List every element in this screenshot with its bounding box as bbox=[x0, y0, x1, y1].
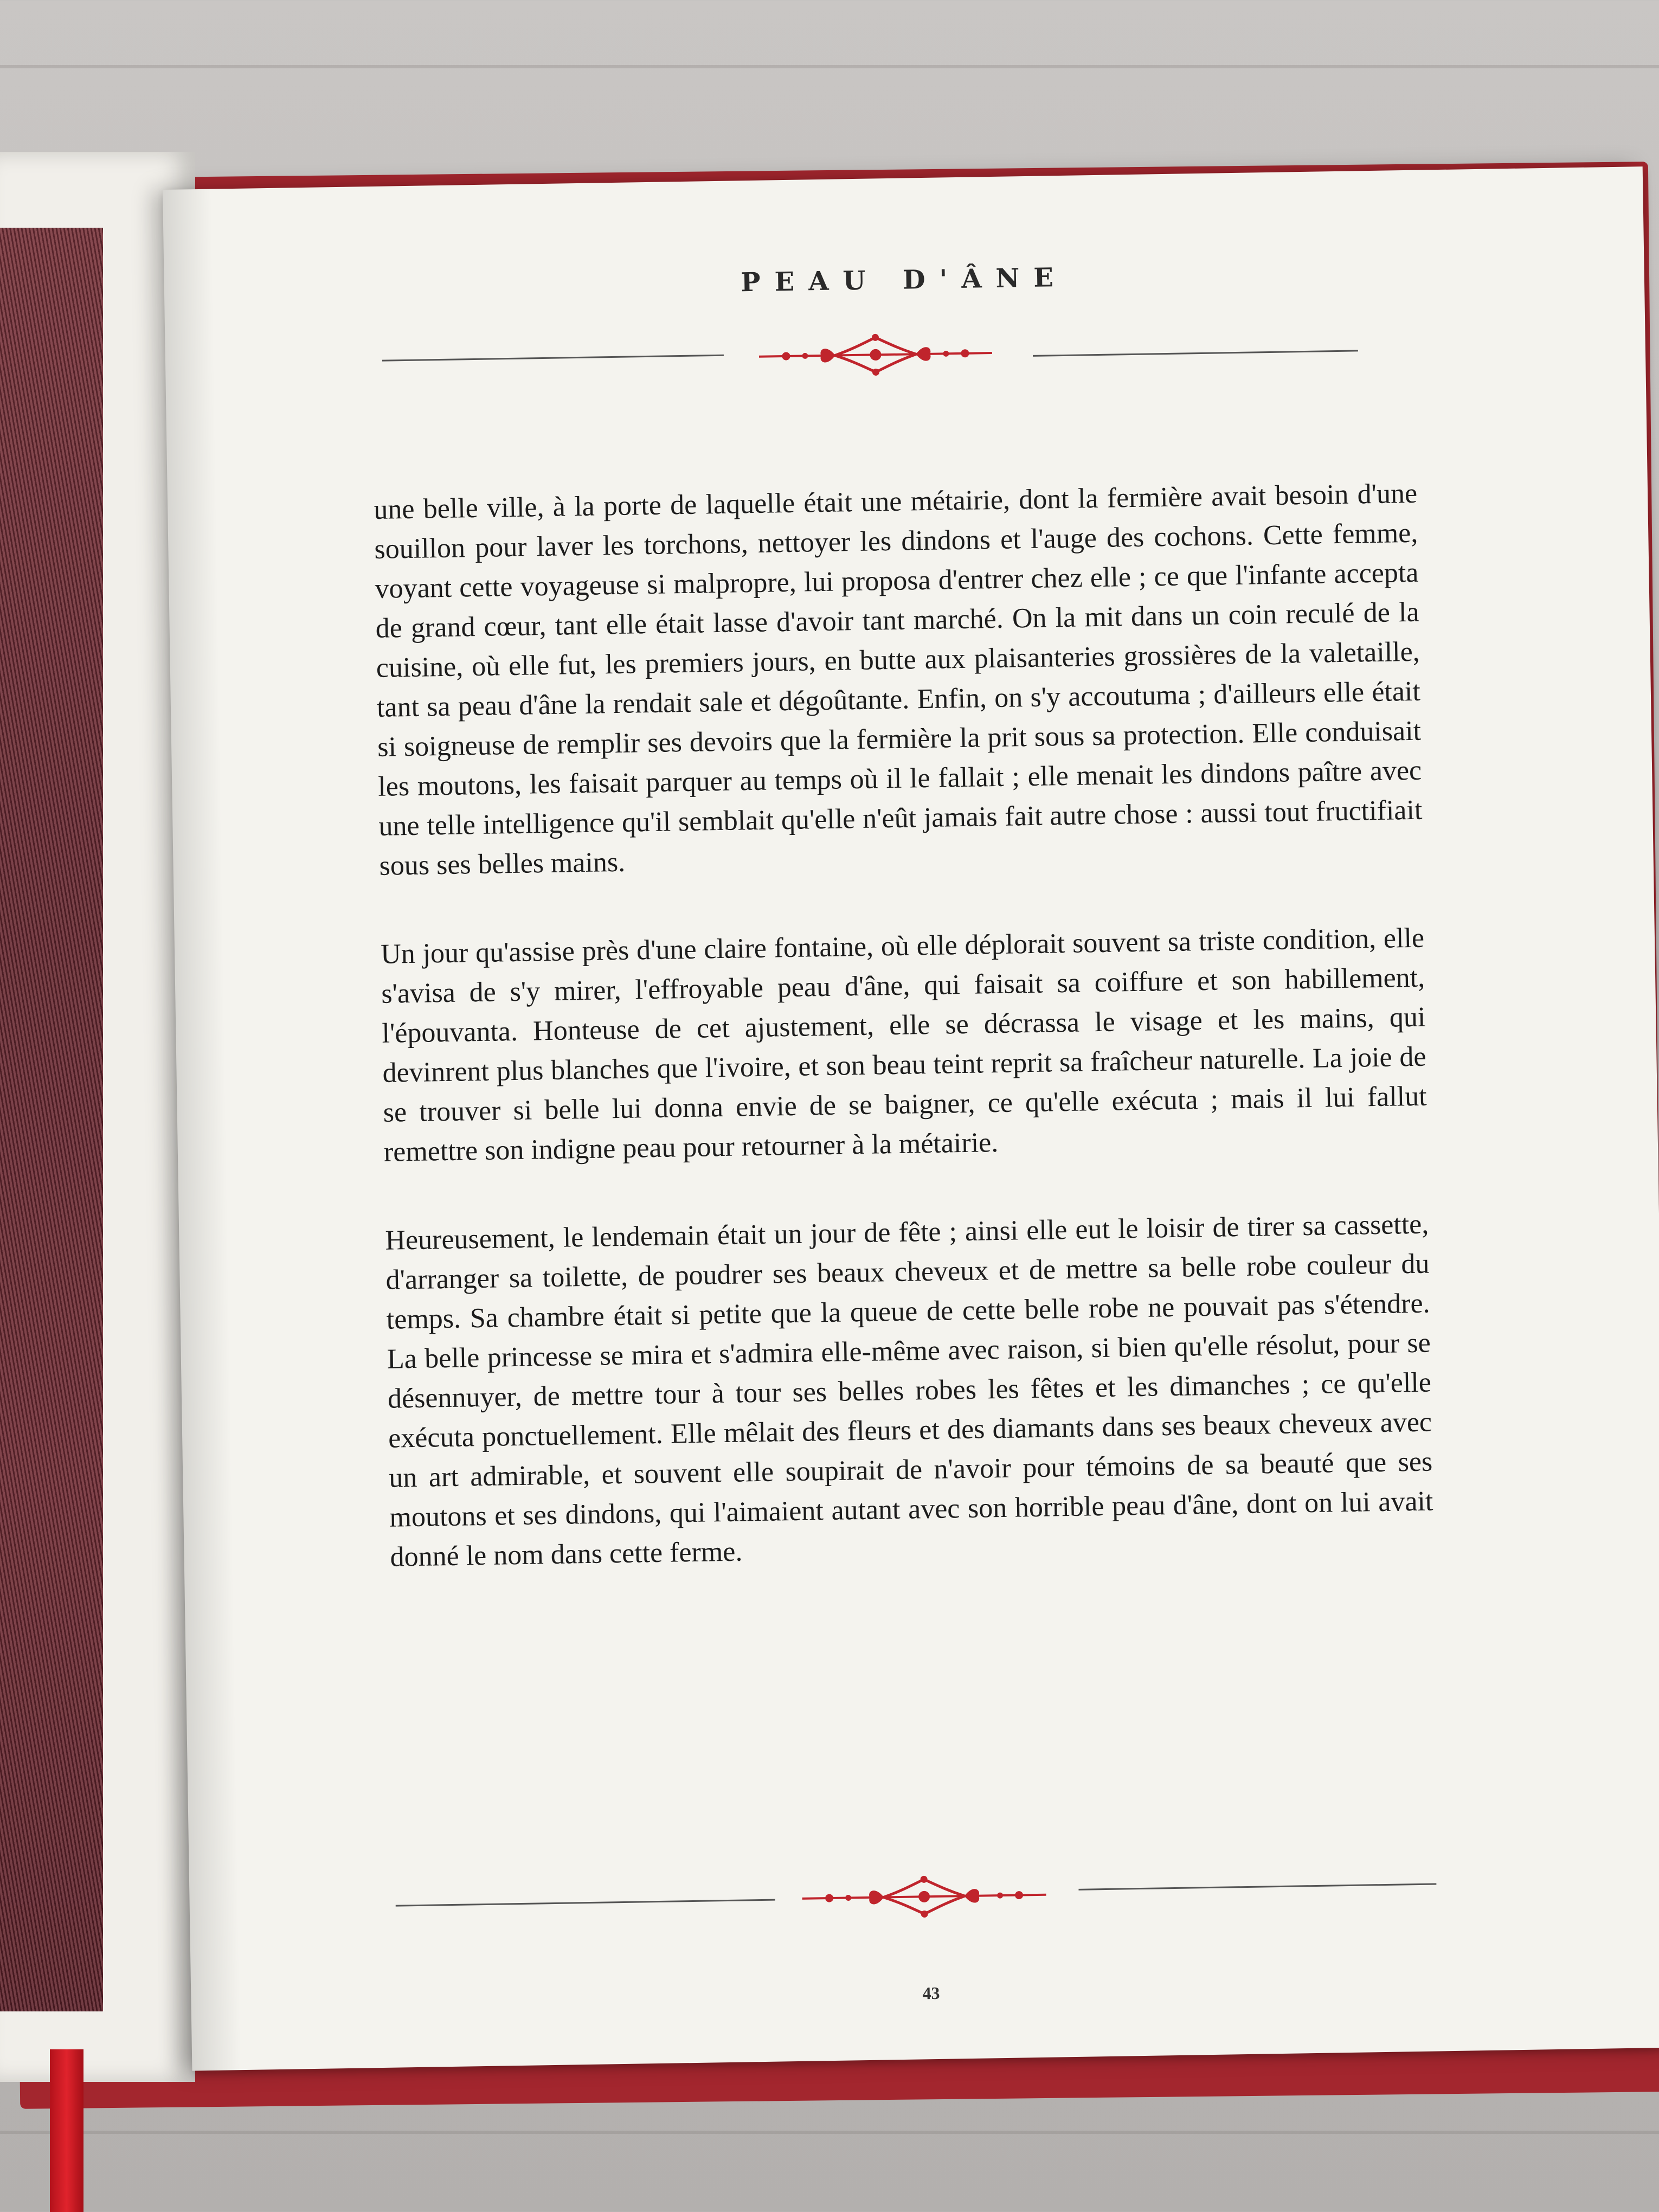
ribbon-bookmark bbox=[50, 2049, 83, 2212]
paragraph-1: une belle ville, à la porte de laquelle était une métairie, dont la fermière avait besoin d'une souillon pour laver les torchons, nettoyer les dindons et l'auge des cochons. Cette femme, voyant cette voyageuse si malpropre, lui proposa d'entrer chez elle ; ce que l'infante accepta de grand cœur, tant elle était lasse d'avoir tant marché. On la mit dans un coin reculé de la cuisine, où elle fut, les premiers jours, en butte aux plaisanteries grossières de la valetaille, tant sa peau d'âne la rendait sale et dégoûtante. Enfin, on s'y accoutuma ; d'ailleurs elle était si soigneuse de remplir ses devoirs que la fermière la prit sous sa protection. Elle conduisait les moutons, les faisait parquer au temps où il le fallait ; elle menait les dindons paître avec une telle intelligence qu'il semblait qu'elle n'eût jamais fait autre chose : aussi tout fructifiait sous ses belles mains. bbox=[373, 478, 1423, 882]
bottom-rule-left bbox=[396, 1899, 775, 1907]
left-page bbox=[0, 152, 195, 2082]
book-page bbox=[163, 166, 1659, 2070]
top-fleuron-ornament bbox=[753, 331, 998, 378]
page-number: 43 bbox=[922, 1983, 940, 2003]
paragraph-2: Un jour qu'assise près d'une claire fontaine, où elle déplorait souvent sa triste condition, elle s'avisa de s'y mirer, l'effroyable peau d'âne, qui faisait sa coiffure et son habillement, l'épouvanta. Honteuse de cet ajustement, elle se décrassa le visage et les mains, qui devinrent plus blanches que l'ivoire, et son beau teint reprit sa fraîcheur naturelle. La joie de se trouver si belle lui donna envie de se baigner, ce qu'elle exécuta ; mais il lui fallut remettre son indigne peau pour retourner à la métairie. bbox=[380, 922, 1427, 1168]
running-title: PEAU D'ÂNE bbox=[741, 262, 1068, 298]
top-rule-left bbox=[382, 355, 724, 362]
floor-plank-line bbox=[0, 2131, 1659, 2134]
bottom-fleuron-ornament bbox=[796, 1873, 1052, 1920]
engraving-illustration bbox=[0, 228, 103, 2011]
body-text bbox=[374, 474, 1435, 1626]
bottom-rule-right bbox=[1078, 1883, 1436, 1890]
top-rule-right bbox=[1033, 350, 1358, 356]
floor-plank-line bbox=[0, 65, 1659, 68]
paragraph-3: Heureusement, le lendemain était un jour de fête ; ainsi elle eut le loisir de tirer sa cassette, d'arranger sa toilette, de poudrer ses beaux cheveux et de mettre sa belle robe couleur du temps. Sa chambre était si petite que la queue de cette belle robe ne pouvait pas s'étendre. La belle princesse se mira et s'admira elle-même avec raison, si bien qu'elle résolut, pour se désennuyer, de mettre tour à tour ses belles robes les fêtes et les dimanches ; ce qu'elle exécuta ponctuellement. Elle mêlait des fleurs et des diamants dans ses beaux cheveux avec un art admirable, et souvent elle soupirait de n'avoir pour témoins de sa beauté que ses moutons et ses dindons, qui l'aimaient autant avec son horrible peau d'âne, dont on lui avait donné le nom dans cette ferme. bbox=[385, 1208, 1433, 1573]
